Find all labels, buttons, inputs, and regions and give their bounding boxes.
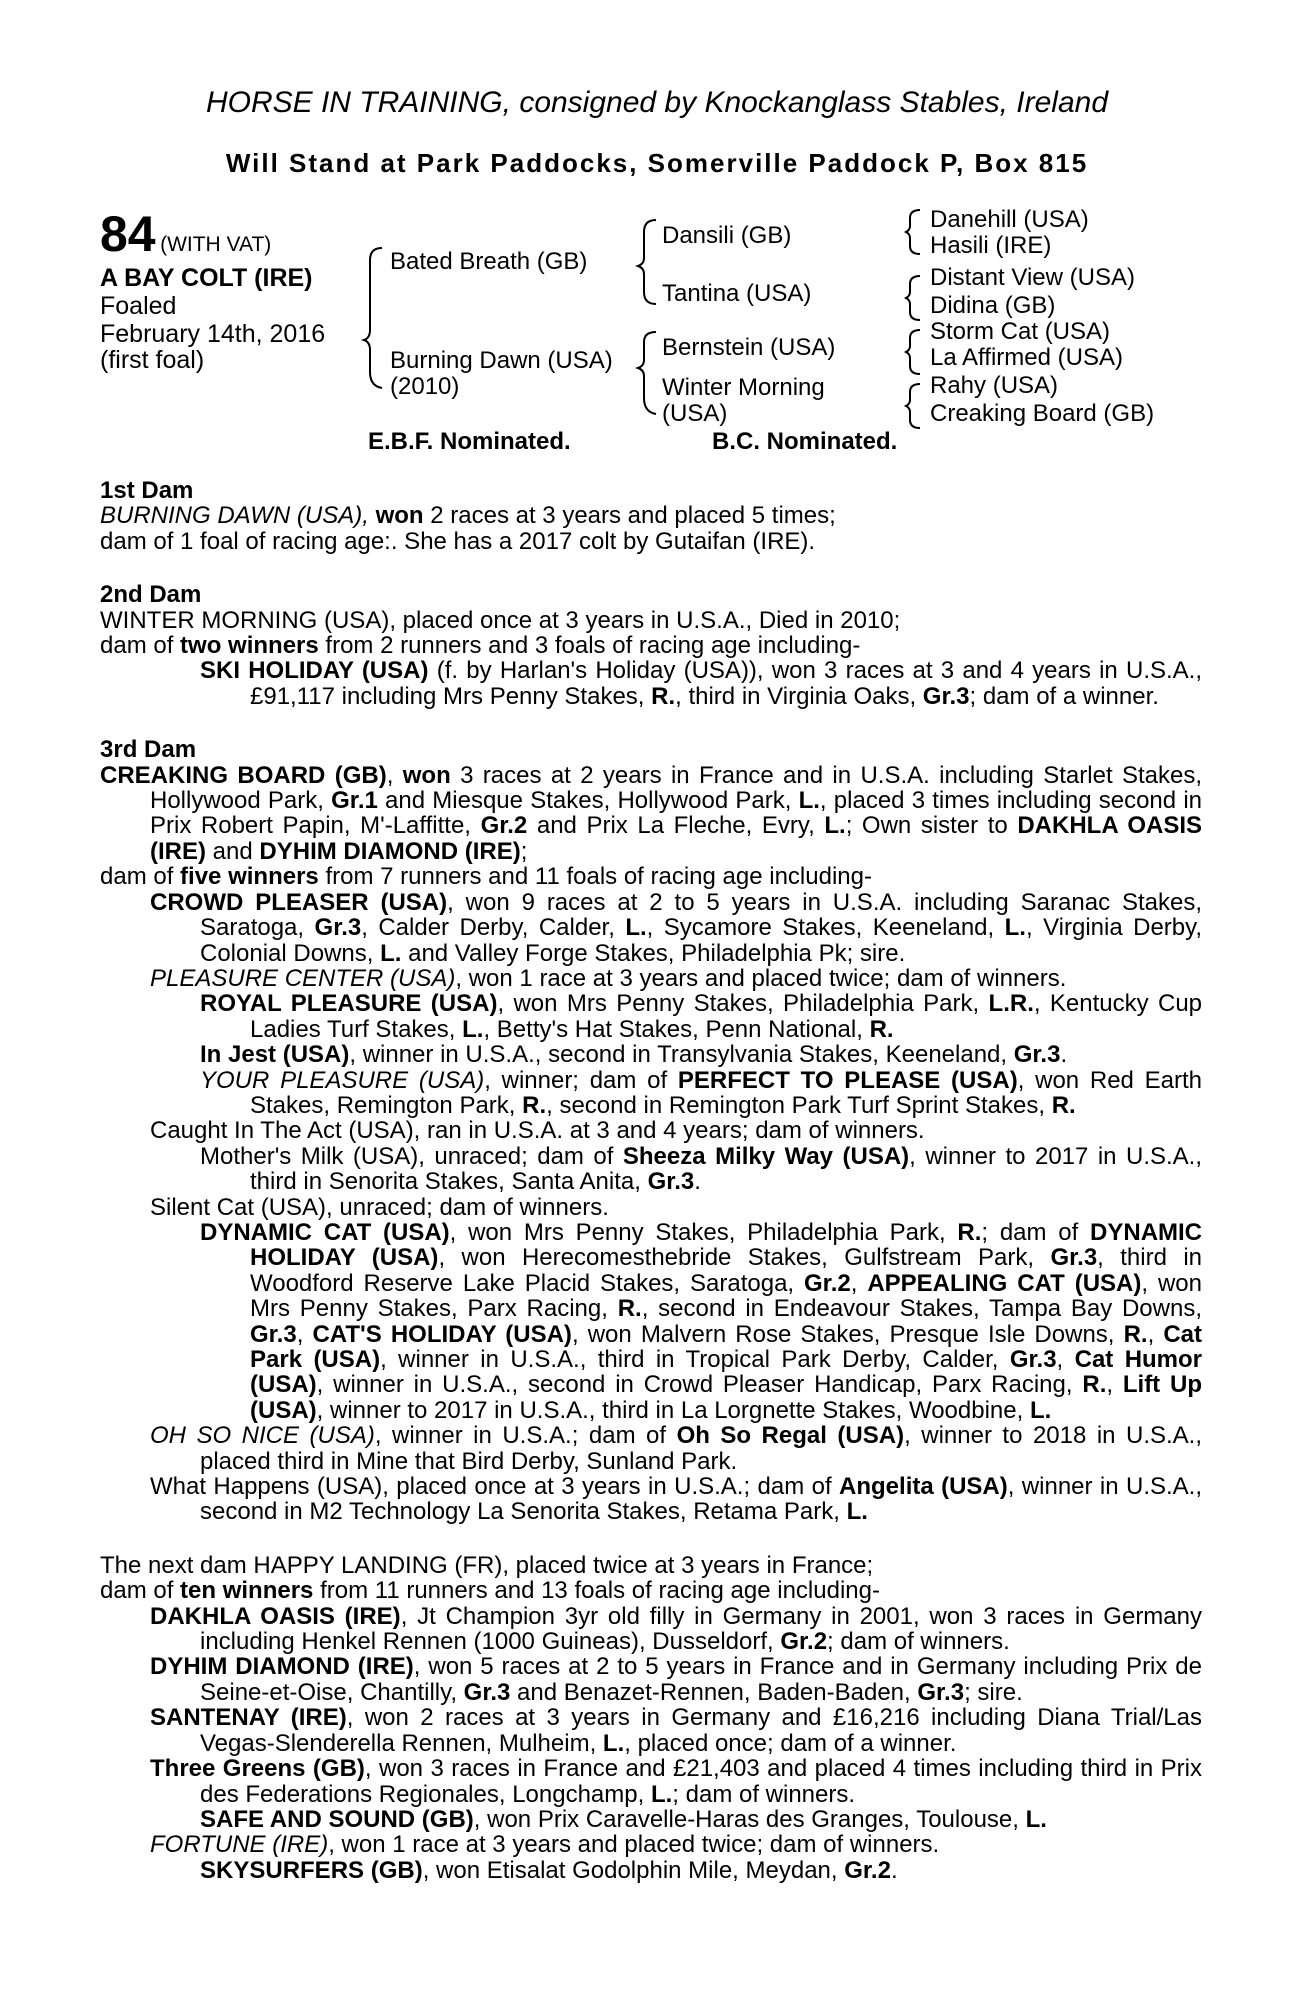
first-dam-name: BURNING DAWN (USA), <box>100 502 369 530</box>
text: , Calder Derby, Calder, <box>361 914 615 942</box>
text: , winner in U.S.A.; dam of <box>374 1422 667 1450</box>
text: and Benazet-Rennen, Baden-Baden, <box>517 1678 911 1706</box>
race-grade: Gr.3 <box>1050 1244 1098 1272</box>
ped-sss: Danehill (USA) <box>930 206 1089 233</box>
text: , won Red Earth Stakes, Remington Park, <box>250 1066 1203 1119</box>
text: , won Herecomesthebride Stakes, Gulfstream Park, <box>438 1244 1035 1272</box>
dakhla-oasis-entry <box>100 1604 1202 1655</box>
text: , <box>850 1269 858 1297</box>
won-word: won <box>402 761 451 789</box>
text: ; sire. <box>964 1678 1023 1706</box>
race-grade: Gr.3 <box>463 1678 511 1706</box>
horse-name: APPEALING CAT (USA) <box>867 1269 1142 1297</box>
race-grade: L. <box>824 812 846 840</box>
brace-gen3-3 <box>906 330 920 374</box>
text: , won 5 races at 2 to 5 years in France and in Germany including Prix de Seine-et-Oise, Chantilly, <box>200 1653 1202 1706</box>
sire-name: Bated Breath (GB) <box>390 248 588 275</box>
horse-name: DYNAMIC CAT (USA) <box>200 1218 450 1246</box>
race-grade: Gr.2 <box>480 812 528 840</box>
race-grade: R. <box>617 1295 642 1323</box>
horse-name: PERFECT TO PLEASE (USA) <box>677 1066 1018 1094</box>
ped-ssd: Hasili (IRE) <box>930 232 1052 259</box>
first-dam-text1: 2 races at 3 years and placed 5 times; <box>430 502 836 530</box>
text: , <box>296 1320 304 1348</box>
horse-name: Cat Humor (USA) <box>250 1346 1203 1399</box>
text: , won 3 races in France and £21,403 and placed 4 times including third in Prix des Federations Regionales, Longchamp, <box>200 1755 1203 1808</box>
text: , third in Woodford Reserve Lake Placid Stakes, Saratoga, <box>250 1244 1203 1297</box>
race-grade: L.R. <box>988 990 1034 1018</box>
text: , won Mrs Penny Stakes, Parx Racing, <box>250 1269 1202 1323</box>
race-grade: Gr.3 <box>1013 1041 1061 1069</box>
winners-count: five winners <box>180 863 319 891</box>
text: , placed 3 times including second in Prix Robert Papin, M'-Laffitte, <box>150 787 1203 840</box>
text: , won Etisalat Godolphin Mile, Meydan, <box>422 1856 838 1884</box>
ped-dsd: La Affirmed (USA) <box>930 344 1123 371</box>
text: , won Prix Caravelle-Haras des Granges, Toulouse, <box>473 1805 1019 1833</box>
sire-dam: Tantina (USA) <box>662 280 812 307</box>
dam-sire: Bernstein (USA) <box>662 334 836 361</box>
brace-gen1 <box>364 248 382 388</box>
pedigree-braces <box>0 0 1314 460</box>
horse-name: CREAKING BOARD (GB) <box>100 761 387 789</box>
text: . <box>1060 1041 1068 1069</box>
text: , won Mrs Penny Stakes, Philadelphia Park, <box>449 1218 946 1246</box>
race-grade: R. <box>1082 1371 1107 1399</box>
text: , <box>1147 1320 1155 1348</box>
ebf-nominated: E.B.F. Nominated. <box>368 428 571 455</box>
brace-sire <box>638 220 656 304</box>
silent-cat-entry: Silent Cat (USA), unraced; dam of winners. <box>150 1193 609 1221</box>
race-grade: Gr.3 <box>1009 1346 1057 1373</box>
spacer <box>100 1525 1202 1553</box>
text: , won Malvern Rose Stakes, Presque Isle Downs, <box>571 1320 1115 1348</box>
third-dam-heading: 3rd Dam <box>100 736 197 764</box>
lot-number: 84 <box>100 206 156 262</box>
race-grade: L. <box>846 1498 868 1526</box>
horse-name: SAFE AND SOUND (GB) <box>200 1805 474 1833</box>
second-dam-heading: 2nd Dam <box>100 581 202 609</box>
spacer <box>100 554 1202 582</box>
text: , winner in U.S.A., second in Transylvania Stakes, Keeneland, <box>349 1041 1008 1069</box>
race-grade: L. <box>650 1780 673 1808</box>
foaled-date: February 14th, 2016 <box>100 320 326 348</box>
text: , second in Endeavour Stakes, Tampa Bay Downs, <box>641 1295 1203 1323</box>
text: ; Own sister to <box>845 812 1008 840</box>
first-dam-heading: 1st Dam <box>100 477 194 504</box>
text: Mother's Milk (USA), unraced; dam of <box>200 1142 614 1170</box>
text: , Virginia Derby, Colonial Downs, <box>200 914 1203 967</box>
text: , Betty's Hat Stakes, Penn National, <box>483 1015 863 1043</box>
text: and Miesque Stakes, Hollywood Park, <box>385 787 792 815</box>
what-happens-entry <box>100 1474 1202 1525</box>
text: from 11 runners and 13 foals of racing age including- <box>320 1577 880 1605</box>
horse-name: CROWD PLEASER (USA) <box>150 888 448 916</box>
in-jest-entry <box>100 1042 1202 1067</box>
horse-name: FORTUNE (IRE) <box>150 1831 329 1859</box>
pleasure-center-entry <box>100 966 1202 991</box>
skysurfers-entry <box>100 1858 1202 1883</box>
ped-sds: Distant View (USA) <box>930 264 1135 291</box>
horse-name: DYNAMIC HOLIDAY (USA) <box>250 1218 1203 1272</box>
first-foal-note: (first foal) <box>100 346 205 374</box>
text: , winner to 2018 in U.S.A., placed third in Mine that Bird Derby, Sunland Park. <box>200 1422 1203 1475</box>
horse-name: CAT'S HOLIDAY (USA) <box>312 1320 572 1348</box>
text: from 7 runners and 11 foals of racing age including- <box>325 863 872 891</box>
foaled-label: Foaled <box>100 292 177 320</box>
text: and Prix La Fleche, Evry, <box>536 812 815 840</box>
horse-name: DAKHLA OASIS (IRE) <box>150 1602 401 1630</box>
text: ; dam of <box>981 1218 1079 1246</box>
race-grade: L. <box>1004 914 1026 942</box>
dynamic-cat-entry <box>100 1220 1202 1423</box>
race-grade: L. <box>602 1729 625 1757</box>
horse-name: DAKHLA OASIS (IRE) <box>150 812 1203 865</box>
race-grade: L. <box>380 939 402 967</box>
text: ; dam of winners. <box>672 1780 856 1808</box>
first-dam-line2: dam of 1 foal of racing age:. She has a 2017 colt by Gutaifan (IRE). <box>100 527 816 555</box>
dyhim-diamond-entry <box>100 1654 1202 1705</box>
text: , winner to 2017 in U.S.A., third in Senorita Stakes, Santa Anita, <box>250 1142 1203 1196</box>
text: from 2 runners and 3 foals of racing age including- <box>325 632 861 660</box>
race-grade: R. <box>1051 1091 1076 1119</box>
lot-description: A BAY COLT (IRE) <box>100 264 313 292</box>
text: (f. by Harlan's Holiday (USA)), won 3 races at 3 and 4 years in U.S.A., £91,117 including Mrs Penny Stakes, <box>250 657 1203 710</box>
text: dam of <box>100 863 174 891</box>
text: What Happens (USA), placed once at 3 years in U.S.A.; dam of <box>150 1473 832 1501</box>
brace-dam <box>638 332 656 414</box>
horse-name: Angelita (USA) <box>839 1473 1008 1501</box>
horse-name: PLEASURE CENTER (USA) <box>150 964 456 992</box>
race-grade: R. <box>869 1015 894 1043</box>
horse-name: Sheeza Milky Way (USA) <box>622 1142 910 1170</box>
horse-name: ROYAL PLEASURE (USA) <box>200 990 498 1018</box>
text: . <box>694 1168 701 1196</box>
safe-and-sound-entry <box>100 1807 1202 1832</box>
race-grade: Gr.3 <box>917 1678 965 1706</box>
race-grade: Gr.3 <box>314 914 362 942</box>
ped-sdd: Didina (GB) <box>930 292 1056 319</box>
race-grade: L. <box>625 914 647 942</box>
race-grade: L. <box>1029 1396 1052 1424</box>
ped-dss: Storm Cat (USA) <box>930 318 1111 345</box>
text: dam of <box>100 1577 174 1605</box>
sire-sire: Dansili (GB) <box>662 222 792 249</box>
text: , won 1 race at 3 years and placed twice; dam of winners. <box>455 964 1067 992</box>
text: ; dam of a winner. <box>969 682 1159 710</box>
race-grade: Gr.2 <box>780 1628 828 1656</box>
winners-count: two winners <box>180 632 319 660</box>
race-grade: L. <box>798 787 820 815</box>
horse-name: OH SO NICE (USA) <box>150 1422 375 1450</box>
text: and Valley Forge Stakes, Philadelphia Pk; sire. <box>408 939 906 967</box>
text: ; dam of winners. <box>827 1628 1010 1656</box>
text: , winner to 2017 in U.S.A., third in La Lorgnette Stakes, Woodbine, <box>316 1396 1024 1424</box>
text: and <box>212 837 253 865</box>
dam-dam-line1: Winter Morning <box>662 374 825 401</box>
second-dam-line1: WINTER MORNING (USA), placed once at 3 years in U.S.A., Died in 2010; <box>100 606 901 634</box>
vat-label: (WITH VAT) <box>160 233 272 256</box>
oh-so-nice-entry <box>100 1423 1202 1474</box>
first-dam-won: won <box>375 502 424 530</box>
ped-ddd: Creaking Board (GB) <box>930 400 1155 427</box>
text: , Sycamore Stakes, Keeneland, <box>646 914 995 942</box>
text: . <box>890 1856 898 1884</box>
brace-gen3-2 <box>906 276 920 320</box>
horse-name: Lift Up (USA) <box>250 1371 1202 1424</box>
winners-count: ten winners <box>180 1577 314 1605</box>
horse-name: Oh So Regal (USA) <box>676 1422 905 1450</box>
catalogue-body <box>100 478 1202 1883</box>
text: , won Mrs Penny Stakes, Philadelphia Park, <box>497 990 980 1018</box>
horse-name: SKI HOLIDAY (USA) <box>200 657 429 685</box>
text: , winner in U.S.A., second in Crowd Pleaser Handicap, Parx Racing, <box>316 1371 1073 1399</box>
your-pleasure-entry <box>100 1068 1202 1119</box>
text: , second in Remington Park Turf Sprint Stakes, <box>546 1091 1046 1119</box>
stable-location: Will Stand at Park Paddocks, Somerville Paddock P, Box 815 <box>225 148 1089 178</box>
text: 3 races at 2 years in France and in U.S.A. including Starlet Stakes, Hollywood Park, <box>150 761 1203 815</box>
fortune-entry <box>100 1832 1202 1857</box>
ped-dds: Rahy (USA) <box>930 372 1059 399</box>
horse-name: Cat Park (USA) <box>250 1320 1202 1373</box>
race-grade: Gr.3 <box>647 1168 695 1196</box>
race-grade: Gr.1 <box>331 787 378 815</box>
text: , winner; dam of <box>484 1066 668 1094</box>
mothers-milk-entry <box>100 1144 1202 1195</box>
brace-gen3-4 <box>906 384 920 428</box>
text: dam of <box>100 632 174 660</box>
three-greens-entry <box>100 1756 1202 1807</box>
race-grade: L. <box>462 1015 484 1043</box>
dam-name: Burning Dawn (USA) <box>390 347 613 374</box>
text: , won 2 races at 3 years in Germany and £16,216 including Diana Trial/Las Vegas-Slenderella Rennen, Mulheim, <box>200 1704 1202 1757</box>
text: , third in Virginia Oaks, <box>675 682 917 710</box>
horse-name: SANTENAY (IRE) <box>150 1704 347 1732</box>
race-grade: Gr.3 <box>250 1320 297 1348</box>
race-grade: R. <box>522 1091 547 1119</box>
text: ; <box>520 837 528 865</box>
page-heading: HORSE IN TRAINING, consigned by Knockanglass Stables, Ireland <box>205 86 1109 119</box>
text: , Kentucky Cup Ladies Turf Stakes, <box>250 990 1203 1043</box>
horse-name: In Jest (USA) <box>200 1041 350 1069</box>
royal-pleasure-entry <box>100 991 1202 1042</box>
creaking-board-entry: CREAKING BOARD (GB), won 3 races at 2 years in France and in U.S.A. including Starlet Stakes, Hollywood Park, Gr.1 and Miesque Stakes, Hollywood Park, L., placed 3 times including second in Prix Robert Papin, M'-Laffitte, Gr.2 and Prix La Fleche, Evry, L.; Own sister to DAKHLA OASIS (IRE) and DYHIM DIAMOND (IRE); <box>100 761 1203 865</box>
horse-name: DYHIM DIAMOND (IRE) <box>150 1653 414 1681</box>
race-grade: R. <box>651 682 676 710</box>
horse-name: DYHIM DIAMOND (IRE) <box>259 837 521 865</box>
text: , winner in U.S.A., second in M2 Technology La Senorita Stakes, Retama Park, <box>200 1473 1203 1526</box>
horse-name: Three Greens (GB) <box>150 1755 365 1783</box>
text: , placed once; dam of a winner. <box>624 1729 957 1757</box>
first-dam-line1 <box>100 503 1202 528</box>
dam-dam-line2: (USA) <box>662 400 728 427</box>
race-grade: Gr.2 <box>844 1856 891 1884</box>
ski-holiday-entry <box>100 658 1202 709</box>
text: , won 1 race at 3 years and placed twice; dam of winners. <box>328 1831 940 1859</box>
race-grade: R. <box>957 1218 982 1246</box>
race-grade: Gr.2 <box>804 1269 851 1297</box>
bc-nominated: B.C. Nominated. <box>712 428 898 455</box>
next-dam-line1: The next dam HAPPY LANDING (FR), placed twice at 3 years in France; <box>100 1551 874 1579</box>
race-grade: R. <box>1123 1320 1148 1348</box>
dam-year: (2010) <box>390 373 460 400</box>
horse-name: SKYSURFERS (GB) <box>200 1856 423 1884</box>
race-grade: Gr.3 <box>922 682 970 710</box>
third-dam-produce-line <box>100 864 1202 889</box>
race-grade: L. <box>1025 1805 1047 1833</box>
horse-name: YOUR PLEASURE (USA) <box>200 1066 485 1094</box>
text: , Jt Champion 3yr old filly in Germany in 2001, won 3 races in Germany including Henkel Rennen (1000 Guineas), Dusseldorf, <box>200 1602 1202 1656</box>
spacer <box>100 709 1202 737</box>
santenay-entry <box>100 1705 1202 1756</box>
text: , <box>1106 1371 1114 1399</box>
text: , <box>1056 1346 1064 1373</box>
next-dam-produce-line <box>100 1578 1202 1603</box>
text: , winner in U.S.A., third in Tropical Park Derby, Calder, <box>380 1346 999 1373</box>
text: , won 9 races at 2 to 5 years in U.S.A. including Saranac Stakes, Saratoga, <box>200 888 1202 942</box>
second-dam-line2 <box>100 633 1202 658</box>
caught-in-the-act-entry: Caught In The Act (USA), ran in U.S.A. at 3 and 4 years; dam of winners. <box>150 1117 925 1145</box>
crowd-pleaser-entry <box>100 890 1202 966</box>
brace-gen3-1 <box>906 210 920 254</box>
